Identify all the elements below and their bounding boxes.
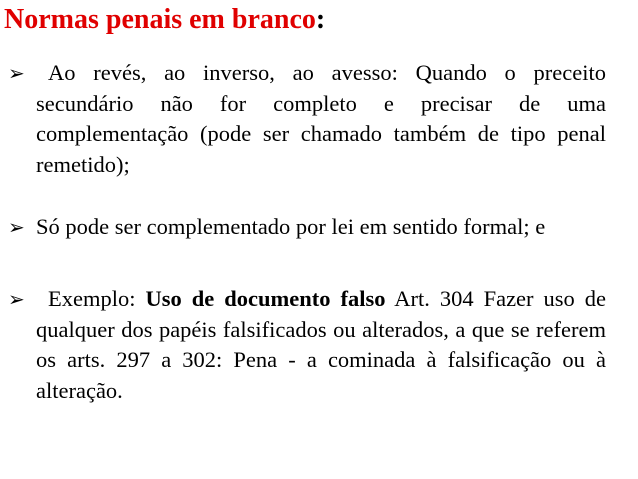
arrow-bullet-icon: ➢	[8, 61, 25, 85]
arrow-bullet-icon: ➢	[8, 215, 25, 239]
example-article-text: Art. 304 Fazer uso de qualquer dos papéis falsificados ou alterados, a que se referem os arts. 297 a 302: Pena - a cominada à falsificação ou à alteração.	[36, 286, 607, 403]
bullet-text: Só pode ser complementado por lei em sentido formal; e	[36, 214, 546, 239]
example-bold-title: Uso de documento falso	[145, 286, 386, 311]
bullet-item	[8, 212, 606, 243]
example-prefix: Exemplo:	[48, 286, 146, 311]
title-text: Normas penais em branco	[4, 4, 316, 35]
arrow-bullet-icon: ➢	[8, 287, 25, 311]
slide-title	[4, 2, 325, 38]
bullet-item	[8, 58, 606, 180]
title-colon: :	[315, 4, 326, 35]
bullet-item	[8, 284, 606, 406]
bullet-text	[36, 284, 606, 406]
bullet-text: Ao revés, ao inverso, ao avesso: Quando o preceito secundário não for completo e precisar de uma complementação (pode ser chamado também de tipo penal remetido);	[36, 60, 606, 177]
